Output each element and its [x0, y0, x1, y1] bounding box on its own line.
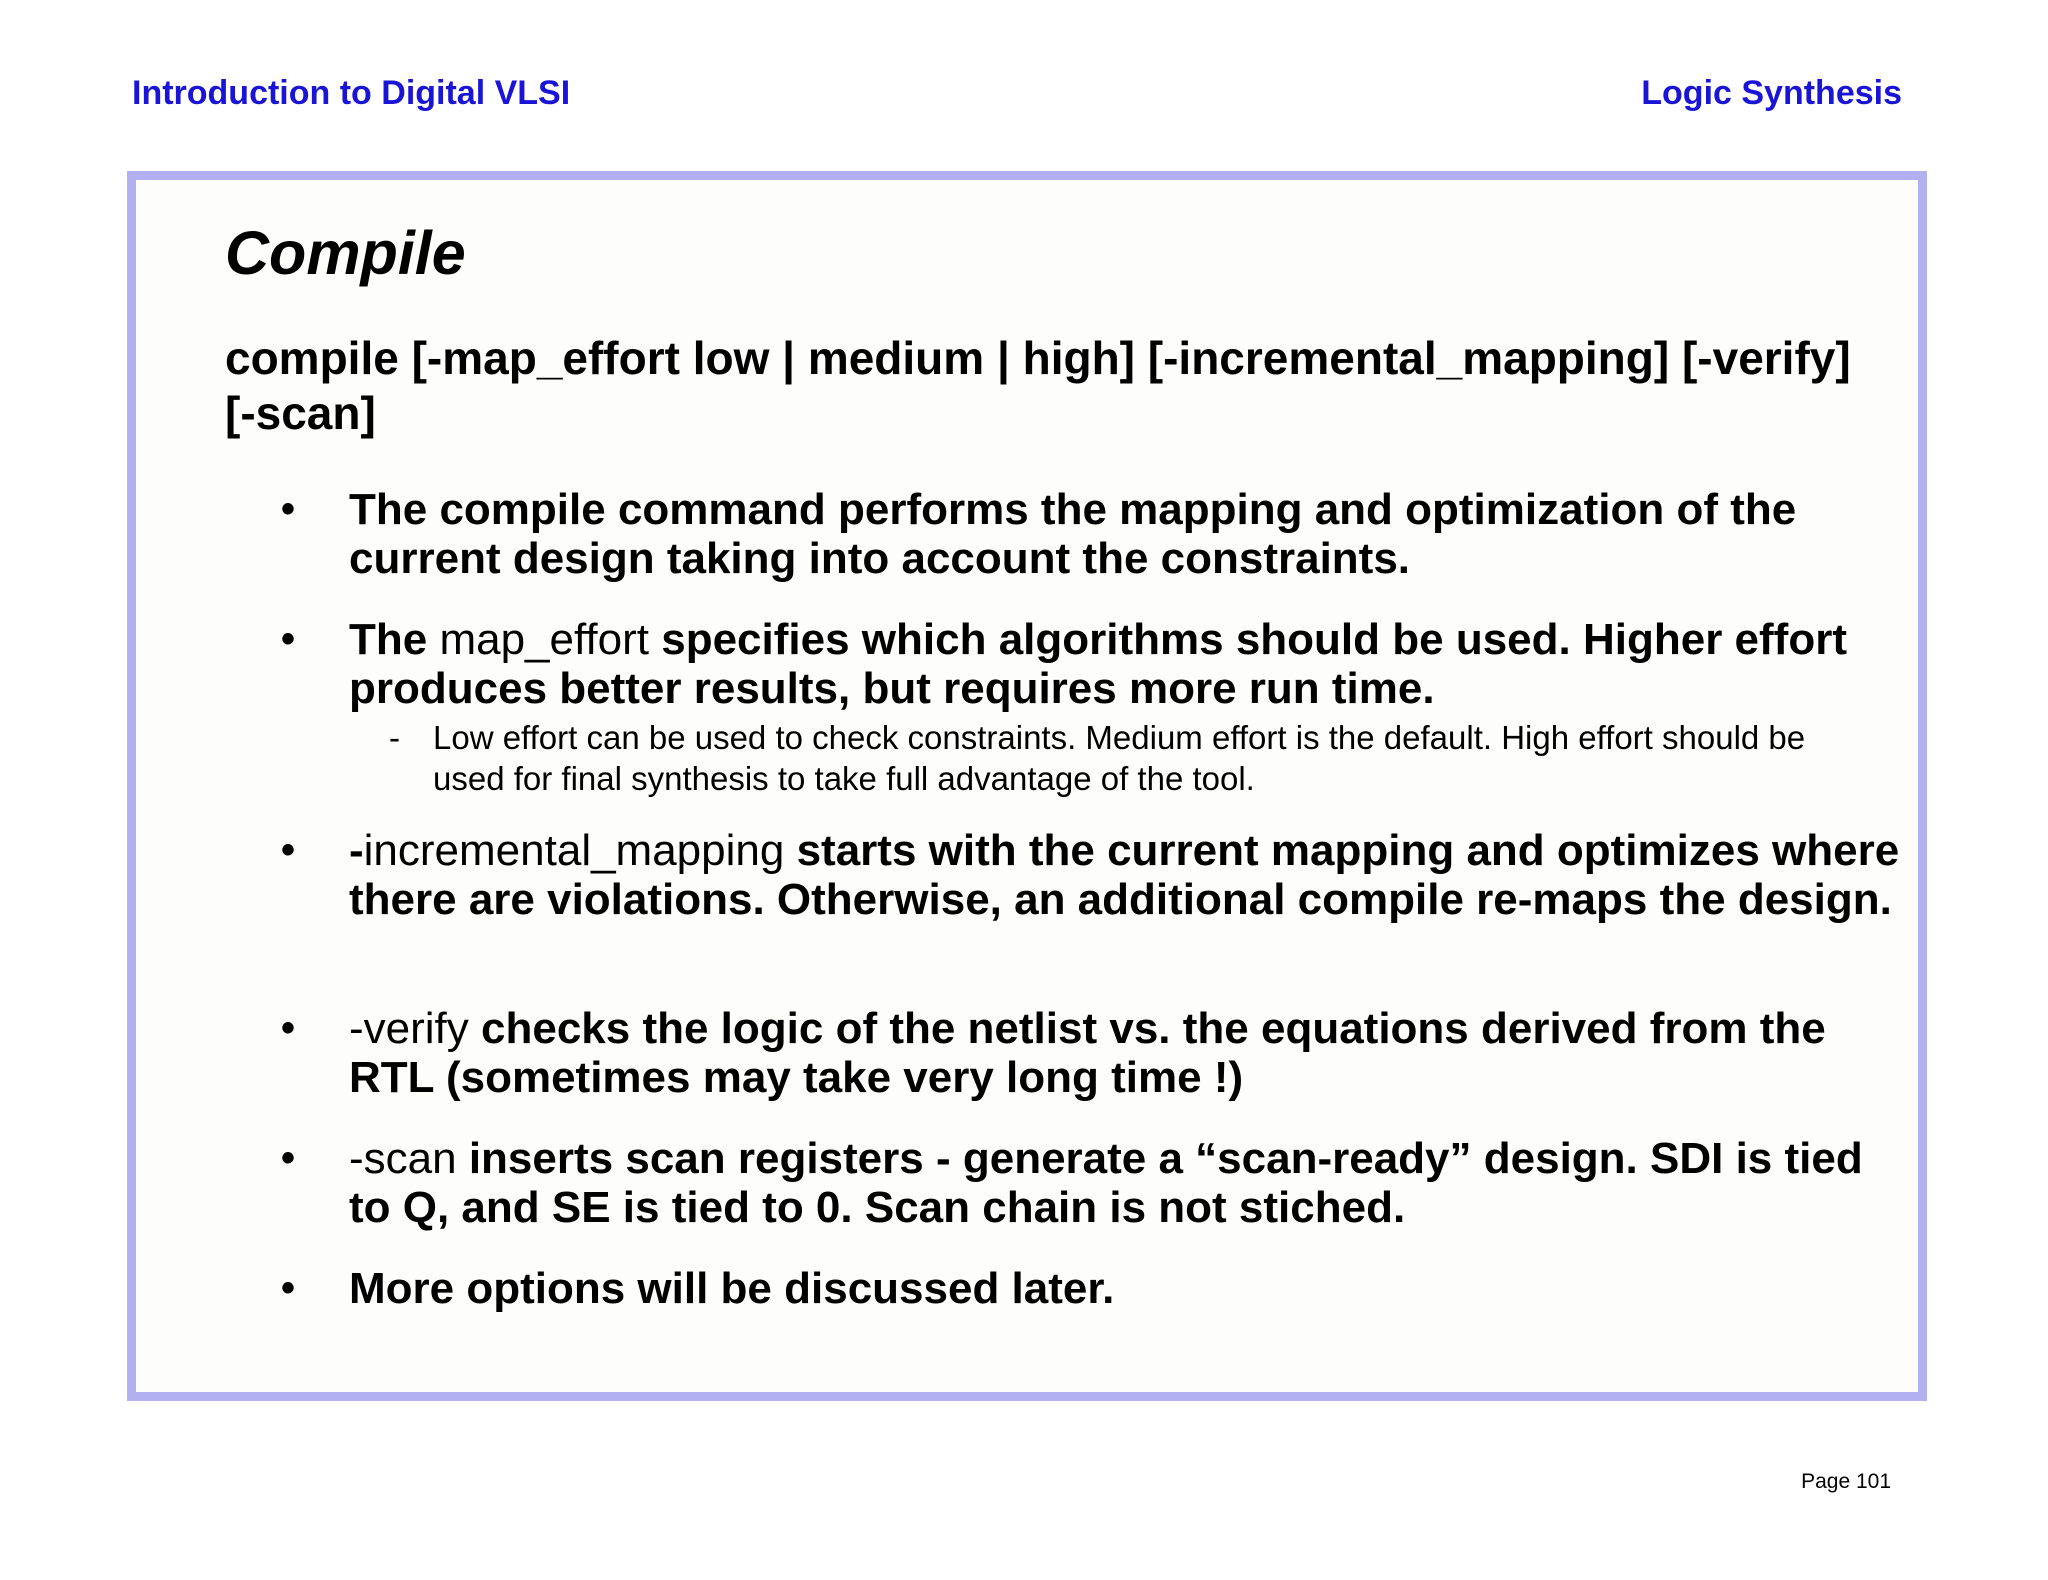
- bullet-item: [281, 1134, 1909, 1232]
- dash-icon: -: [389, 719, 400, 756]
- bullet-icon: •: [281, 1266, 296, 1310]
- bullet-item: [281, 1264, 1909, 1313]
- bullet-text: inserts scan registers - generate a “scan-ready” design. SDI is tied to Q, and SE is tied to 0. Scan chain is not stiched.: [349, 1134, 1863, 1232]
- bullet-bold-prefix: -: [349, 826, 364, 875]
- command-syntax: compile [-map_effort low | medium | high] [-incremental_mapping] [-verify] [-scan]: [225, 332, 1851, 439]
- bullet-term: map_effort: [427, 615, 662, 664]
- slide-title: Compile: [225, 219, 466, 287]
- bullet-icon: •: [281, 487, 296, 531]
- bullet-term: -scan: [349, 1134, 469, 1183]
- bullet-bold-prefix: The: [349, 615, 428, 664]
- bullet-icon: •: [281, 1006, 296, 1050]
- bullet-item: [281, 826, 1909, 924]
- bullet-text: starts with the current mapping and optimizes where there are violations. Otherwise, an additional compile re-maps the design.: [349, 826, 1900, 924]
- sub-item: [389, 717, 1883, 799]
- bullet-text: More options will be discussed later.: [349, 1264, 1115, 1313]
- slide-frame: [127, 171, 1927, 1401]
- bullet-icon: •: [281, 617, 296, 661]
- bullet-list: [136, 180, 1918, 1392]
- page-number: Page 101: [1801, 1470, 1891, 1493]
- bullet-text: The compile command performs the mapping and optimization of the current design taking into account the constraints.: [349, 485, 1797, 583]
- bullet-term: -verify: [349, 1004, 481, 1053]
- bullet-text: specifies which algorithms should be used. Higher effort produces better results, but requires more run time.: [349, 615, 1847, 713]
- bullet-item: [281, 485, 1909, 583]
- bullet-icon: •: [281, 828, 296, 872]
- sub-item-text: Low effort can be used to check constraints. Medium effort is the default. High effort should be used for final synthesis to take full advantage of the tool.: [433, 719, 1806, 797]
- course-title: Introduction to Digital VLSI: [132, 74, 571, 112]
- bullet-icon: •: [281, 1136, 296, 1180]
- bullet-item: [281, 1004, 1909, 1102]
- bullet-term: incremental_mapping: [363, 826, 797, 875]
- section-title: Logic Synthesis: [1641, 74, 1902, 112]
- bullet-item: [281, 615, 1909, 713]
- bullet-text: checks the logic of the netlist vs. the equations derived from the RTL (sometimes may take very long time !): [349, 1004, 1826, 1102]
